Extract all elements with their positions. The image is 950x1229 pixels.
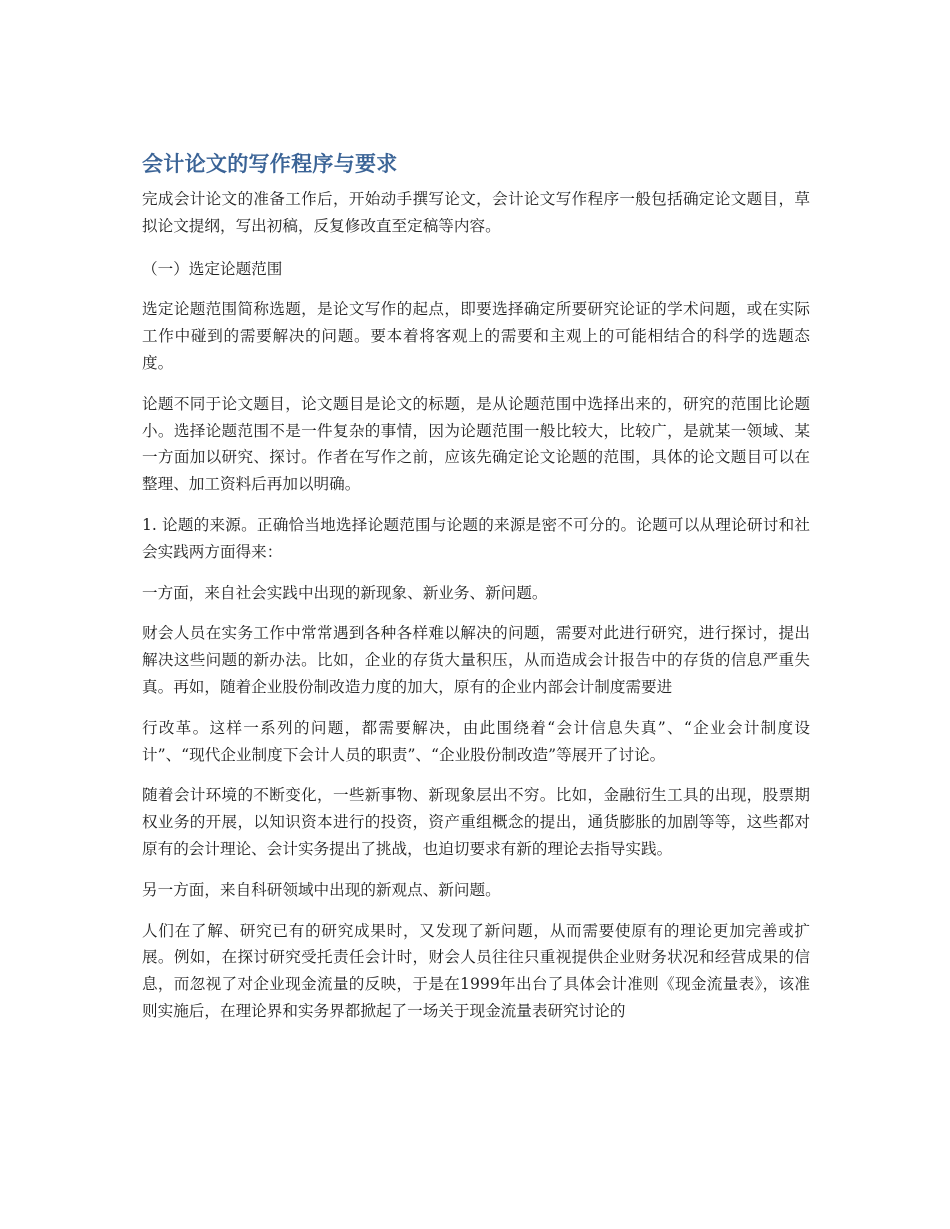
topic-selection-paragraph: 选定论题范围简称选题，是论文写作的起点，即要选择确定所要研究论证的学术问题，或在实际工作中碰到的需要解决的问题。要本着将客观上的需要和主观上的可能相结合的科学的选题态度。 [142,300,810,372]
reform-discussion-paragraph: 行改革。这样一系列的问题，都需要解决，由此围绕着“会计信息失真”、“企业会计制度设计”、“现代企业制度下会计人员的职责”、“企业股份制改造”等展开了讨论。 [142,718,810,764]
topic-source-paragraph: 1. 论题的来源。正确恰当地选择论题范围与论题的来源是密不可分的。论题可以从理论研讨和社会实践两方面得来： [142,515,810,561]
research-field-paragraph: 另一方面，来自科研领域中出现的新观点、新问题。 [142,880,501,899]
document-page [142,148,810,1039]
environment-change-paragraph: 随着会计环境的不断变化，一些新事物、新现象层出不穷。比如，金融衍生工具的出现，股票期权业务的开展，以知识资本进行的投资，资产重组概念的提出，通货膨胀的加剧等等，这些都对原有的会计理论、会计实务提出了挑战，也迫切要求有新的理论去指导实践。 [142,786,810,858]
document-title: 会计论文的写作程序与要求 [142,152,398,176]
new-research-paragraph: 人们在了解、研究已有的研究成果时，又发现了新问题，从而需要使原有的理论更加完善或扩展。例如，在探讨研究受托责任会计时，财会人员往往只重视提供企业财务状况和经营成果的信息，而忽视了对企业现金流量的反映，于是在1999年出台了具体会计准则《现金流量表》，该准则实施后，在理论界和实务界都掀起了一场关于现金流量表研究讨论的 [142,921,810,1020]
practice-issues-paragraph: 财会人员在实务工作中常常遇到各种各样难以解决的问题，需要对此进行研究，进行探讨，提出解决这些问题的新办法。比如，企业的存货大量积压，从而造成会计报告中的存货的信息严重失真。再如，随着企业股份制改造力度的加大，原有的企业内部会计制度需要进 [142,624,810,696]
section-heading-topic-scope: （一）选定论题范围 [142,259,283,278]
topic-vs-title-paragraph: 论题不同于论文题目，论文题目是论文的标题，是从论题范围中选择出来的，研究的范围比论题小。选择论题范围不是一件复杂的事情，因为论题范围一般比较大，比较广，是就某一领域、某一方面加以研究、探讨。作者在写作之前，应该先确定论文论题的范围，具体的论文题目可以在整理、加工资料后再加以明确。 [142,394,810,494]
intro-paragraph: 完成会计论文的准备工作后，开始动手撰写论文，会计论文写作程序一般包括确定论文题目，草拟论文提纲，写出初稿，反复修改直至定稿等内容。 [142,190,810,235]
social-practice-paragraph: 一方面，来自社会实践中出现的新现象、新业务、新问题。 [142,583,548,602]
